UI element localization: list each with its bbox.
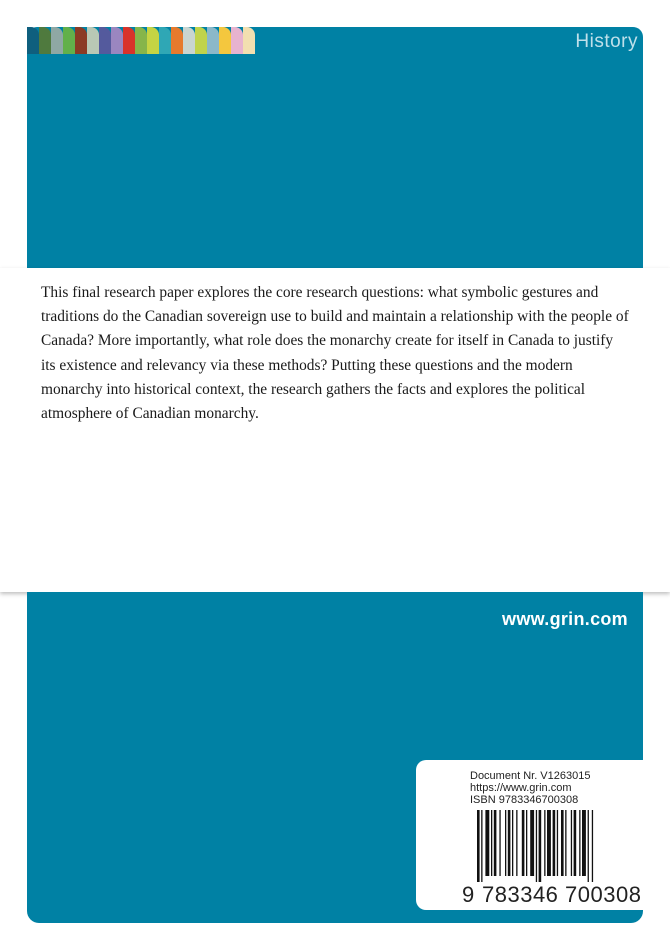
color-tab — [63, 27, 75, 54]
color-tab — [195, 27, 207, 54]
website-link[interactable]: www.grin.com — [502, 609, 628, 629]
barcode-bar — [557, 810, 558, 876]
color-tab — [135, 27, 147, 54]
abstract-panel — [0, 268, 670, 592]
barcode-bar — [561, 810, 564, 876]
barcode-bar — [588, 810, 589, 882]
isbn-barcode — [477, 810, 629, 882]
barcode-bar — [481, 810, 482, 882]
color-tab — [111, 27, 123, 54]
barcode-bar — [512, 810, 513, 876]
color-tab — [159, 27, 171, 54]
barcode-bar — [547, 810, 551, 876]
cover-top-panel — [27, 27, 643, 268]
color-tab — [99, 27, 111, 54]
barcode-bar — [539, 810, 542, 882]
color-tab — [219, 27, 231, 54]
barcode-bar — [530, 810, 534, 876]
color-tab — [207, 27, 219, 54]
publication-info-box — [416, 760, 643, 910]
barcode-bar — [499, 810, 500, 876]
barcode-bar — [579, 810, 580, 876]
color-tab — [27, 27, 39, 54]
barcode-bar — [592, 810, 593, 882]
document-number: Document Nr. V1263015 — [470, 770, 591, 782]
barcode-digits: 783346 700308 — [482, 882, 642, 907]
barcode-bar — [516, 810, 517, 876]
isbn-number: ISBN 9783346700308 — [470, 794, 579, 806]
barcode-bar — [582, 810, 586, 876]
barcode-bar — [508, 810, 511, 876]
barcode-bar — [536, 810, 537, 882]
color-tab — [183, 27, 195, 54]
color-tab — [39, 27, 51, 54]
barcode-bar — [574, 810, 577, 876]
color-tab — [171, 27, 183, 54]
color-tab — [51, 27, 63, 54]
barcode-bar — [571, 810, 572, 876]
color-tab — [231, 27, 243, 54]
color-tab — [243, 27, 255, 54]
barcode-bar — [553, 810, 556, 876]
color-tab-strip — [27, 27, 255, 54]
publication-url[interactable]: https://www.grin.com — [470, 782, 572, 794]
color-tab — [147, 27, 159, 54]
barcode-bar — [505, 810, 506, 876]
barcode-bar — [477, 810, 480, 882]
category-label: History — [575, 31, 638, 52]
barcode-bar — [526, 810, 527, 876]
barcode-first-digit: 9 — [462, 882, 475, 907]
abstract-text: This final research paper explores the core research questions: what symbolic gestures and traditions do the Canadian sovereign use to build and maintain a relationship with the people of Canada? More importantly, what role does the monarchy create for itself in Canada to justify its existence and relevancy via these methods? Putting these questions and the modern monarchy into historical context, the research gathers the facts and explores the political atmosphere of Canadian monarchy. — [41, 284, 629, 423]
barcode-bar — [491, 810, 492, 876]
color-tab — [75, 27, 87, 54]
barcode-bar — [565, 810, 566, 876]
barcode-bar — [522, 810, 525, 876]
barcode-bar — [494, 810, 497, 876]
color-tab — [87, 27, 99, 54]
barcode-bar — [485, 810, 489, 876]
barcode-bar — [544, 810, 545, 876]
color-tab — [123, 27, 135, 54]
